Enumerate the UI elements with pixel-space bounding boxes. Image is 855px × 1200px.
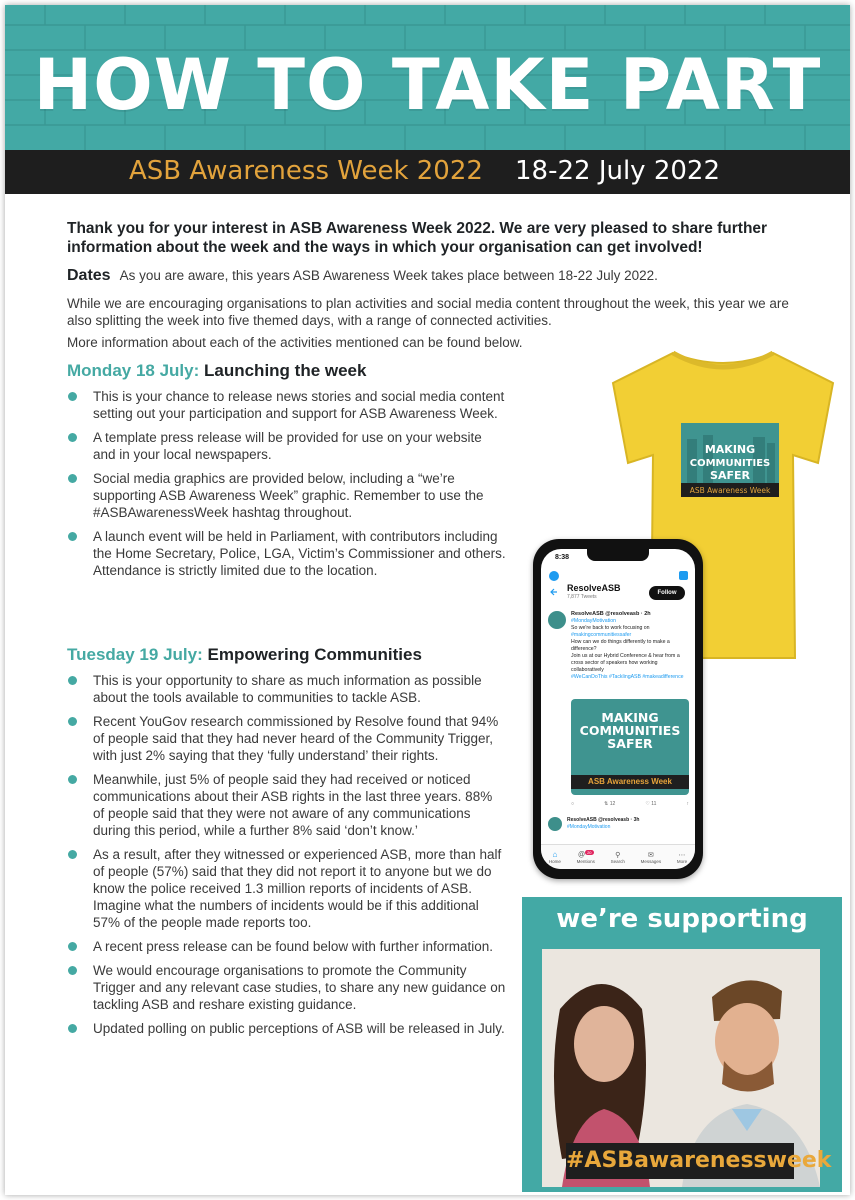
retweet-action[interactable]: ⇅ 12 <box>604 801 616 807</box>
event-name: ASB Awareness Week 2022 <box>129 156 483 186</box>
tweets-count: 7,877 Tweets <box>567 594 597 600</box>
more-icon: ⋯ <box>678 851 686 859</box>
list-item: A template press release will be provided for use on your website and in your local newspapers. <box>67 429 507 463</box>
header-banner <box>5 5 850 150</box>
dates-label: Dates <box>67 267 111 284</box>
monday-heading <box>67 361 366 381</box>
tweet-text <box>567 817 691 831</box>
page-title: HOW TO TAKE PART <box>33 44 822 126</box>
nav-home-label: Home <box>548 859 561 864</box>
home-icon: ⌂ <box>552 850 558 859</box>
tweet-hashtag[interactable]: #WeCanDoThis #TacklingASB #makeadifference <box>571 674 684 680</box>
monday-theme: Launching the week <box>204 361 367 380</box>
avatar <box>548 611 566 629</box>
reply-icon[interactable]: ○ <box>571 801 575 807</box>
phone-mockup <box>533 539 703 879</box>
search-icon: ⚲ <box>615 851 621 859</box>
like-action[interactable]: ♡ 11 <box>645 801 657 807</box>
share-icon[interactable]: ↑ <box>686 801 689 807</box>
tuesday-day: Tuesday 19 July: <box>67 645 203 664</box>
follow-button[interactable]: Follow <box>649 586 685 600</box>
tweet-hashtag[interactable]: #makingcommunitiessafer <box>571 632 632 638</box>
tuesday-bullets <box>67 672 507 1044</box>
nav-search-label: Search <box>610 858 625 864</box>
subtitle-bar <box>5 150 850 194</box>
card-line3: SAFER <box>607 736 653 751</box>
list-item: This is your opportunity to share as much information as possible about the tools available to communities to tackle ASB. <box>67 672 507 706</box>
nav-more[interactable] <box>677 851 687 864</box>
tshirt-line1: MAKING <box>704 443 756 456</box>
more-info-paragraph: More information about each of the activities mentioned can be found below. <box>67 335 523 350</box>
list-item: Recent YouGov research commissioned by Resolve found that 94% of people said that they had never heard of the Community Trigger, with just 2% saying that they ‘fully understand’ their rights. <box>67 713 507 764</box>
dates-paragraph <box>67 267 807 285</box>
monday-day: Monday 18 July: <box>67 361 200 380</box>
monday-bullets <box>67 388 507 586</box>
list-item: We would encourage organisations to promote the Community Trigger and any relevant case studies, to share any new guidance on tackling ASB and reshare existing guidance. <box>67 962 507 1013</box>
card-line1: MAKING <box>601 710 659 725</box>
tuesday-heading <box>67 645 422 665</box>
nav-mentions-label: Mentions <box>576 858 595 864</box>
like-count: 11 <box>651 801 657 807</box>
twitter-bird-icon <box>549 571 559 581</box>
card-band: ASB Awareness Week <box>571 775 689 789</box>
list-item: Updated polling on public perceptions of ASB will be released in July. <box>67 1020 507 1037</box>
list-item: As a result, after they witnessed or experienced ASB, more than half of people (57%) said that they did not report it to anyone but we do know the police received 1.3 million reports of incidents of ASB. Imagine what the numbers of incidents would be if this additional 57% of the people made reports too. <box>67 846 507 931</box>
mail-icon: ✉ <box>647 851 654 859</box>
event-dates: 18-22 July 2022 <box>515 156 721 186</box>
nav-messages[interactable] <box>641 851 662 864</box>
back-arrow-icon <box>549 587 559 597</box>
profile-name: ResolveASB <box>567 583 621 593</box>
list-item: Meanwhile, just 5% of people said they had received or noticed communications about their ASB rights in the last three years. 88% of people said that they were not aware of any communications during this period, while a further 8% said ‘don’t know.’ <box>67 771 507 839</box>
list-item: Social media graphics are provided below, including a “we’re supporting ASB Awareness Week” graphic. Remember to use the #ASBAwarenessWeek hashtag throughout. <box>67 470 507 521</box>
tweet-line: How can we do things differently to make a difference? <box>571 639 670 652</box>
list-item: This is your chance to release news stories and social media content setting out your participation and support for ASB Awareness Week. <box>67 388 507 422</box>
card-text <box>571 711 689 750</box>
nav-more-label: More <box>676 858 688 864</box>
tuesday-theme: Empowering Communities <box>207 645 422 664</box>
tweet-hashtag[interactable]: #MondayMotivation <box>571 618 616 624</box>
tweet-hashtag[interactable]: #MondayMotivation <box>567 824 611 830</box>
phone-time: 8:38 <box>555 554 570 561</box>
document-page <box>5 5 850 1195</box>
compose-icon <box>679 571 688 580</box>
tshirt-line2: COMMUNITIES <box>689 458 771 469</box>
themed-days-paragraph: While we are encouraging organisations to plan activities and social media content throughout the week, this year we are also splitting the week into five themed days, with a range of connected activities. <box>67 296 789 328</box>
list-item: A recent press release can be found below with further information. <box>67 938 507 955</box>
frame-hashtag: #ASBawarenessweek <box>566 1143 794 1179</box>
dates-text: As you are aware, this years ASB Awareness Week takes place between 18-22 July 2022. <box>119 268 658 283</box>
tshirt-line3: SAFER <box>710 469 750 482</box>
list-item: A launch event will be held in Parliament, with contributors including the Home Secretary, Police, LGA, Victim’s Commissioner and others. Attendance is strictly limited due to the location. <box>67 528 507 579</box>
nav-home[interactable] <box>549 850 561 864</box>
mentions-badge: 20 <box>587 850 592 856</box>
nav-search[interactable] <box>611 851 625 864</box>
selfie-frame-graphic <box>522 897 842 1192</box>
at-icon: @ <box>577 851 586 859</box>
card-line2: COMMUNITIES <box>579 723 681 738</box>
phone-notch <box>587 549 649 561</box>
tweet-actions <box>571 801 689 807</box>
intro-lead: Thank you for your interest in ASB Awareness Week 2022. We are very pleased to share further information about the week and the ways in which your organisation can get involved! <box>67 220 768 256</box>
tweet-line: Join us at our Hybrid Conference & hear from a cross sector of speakers how working collaboratively <box>571 653 680 673</box>
tweet-header: ResolveASB @resolveasb · 2h <box>571 611 651 617</box>
tweet-image-card <box>571 699 689 795</box>
retweet-count: 12 <box>609 801 616 807</box>
bottom-nav <box>541 844 695 869</box>
tweet-header: ResolveASB @resolveasb · 3h <box>567 817 640 823</box>
nav-mentions[interactable] <box>577 850 595 864</box>
nav-messages-label: Messages <box>640 858 662 864</box>
tweet-line: So we're back to work focusing on <box>571 625 650 631</box>
phone-screen <box>541 549 695 869</box>
tshirt-band: ASB Awareness Week <box>689 486 771 495</box>
avatar <box>548 817 562 831</box>
frame-heading: we’re supporting <box>556 904 808 934</box>
tweet-text <box>571 611 689 681</box>
